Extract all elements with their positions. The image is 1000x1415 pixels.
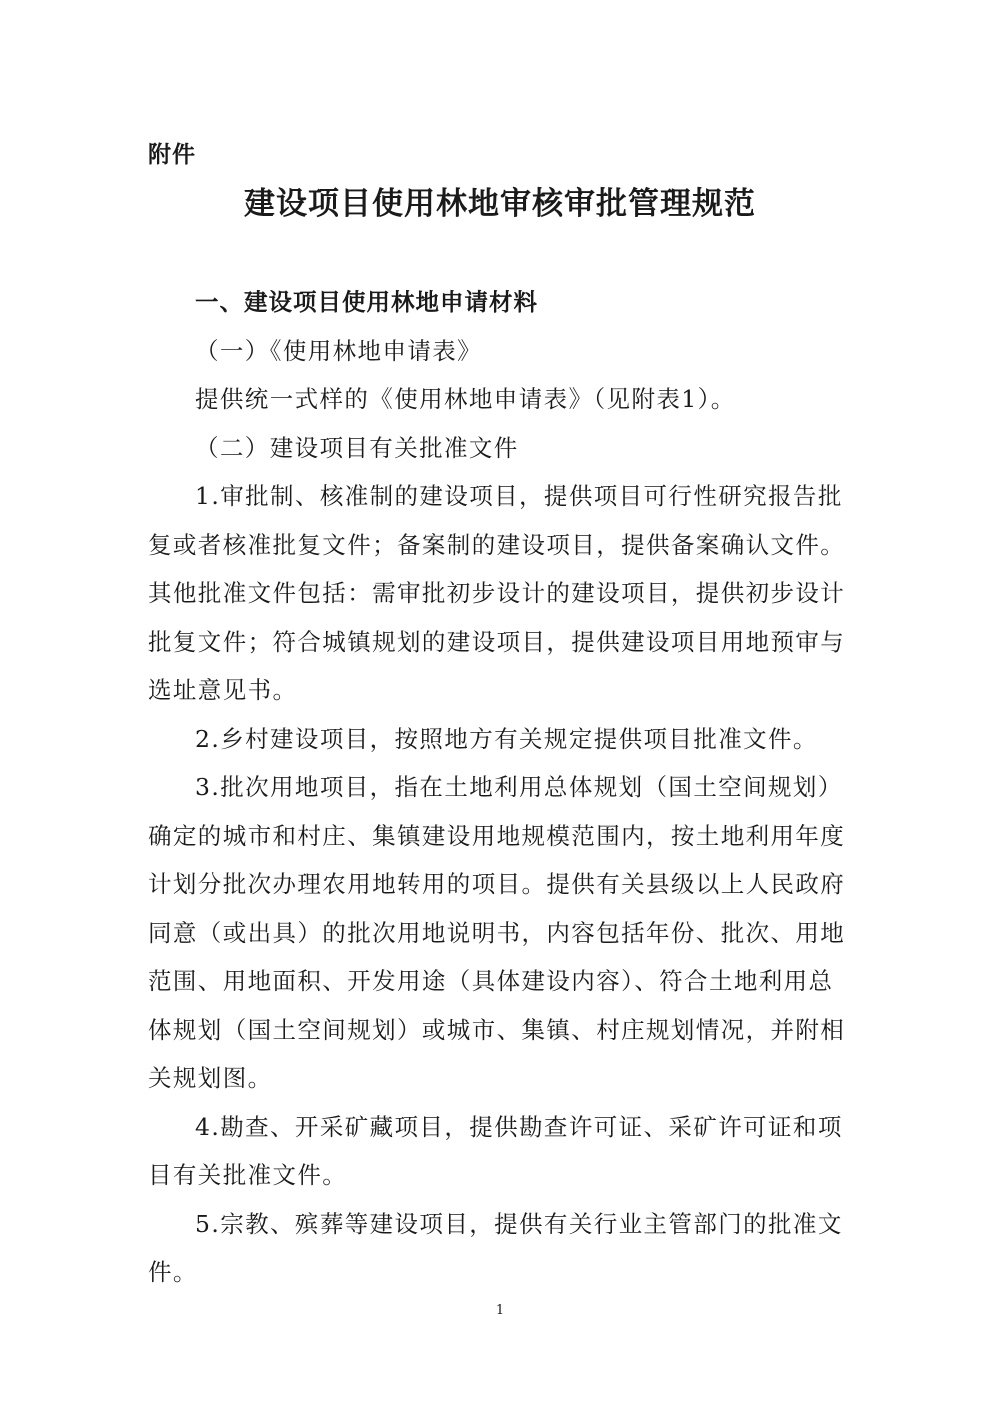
list-item: 3.批次用地项目，指在土地利用总体规划（国土空间规划）确定的城市和村庄、集镇建设用地规模范围内，按土地利用年度计划分批次办理农用地转用的项目。提供有关县级以上人民政府同意（或出具）的批次用地说明书，内容包括年份、批次、用地范围、用地面积、开发用途（具体建设内容）、符合土地利用总体规划（国土空间规划）或城市、集镇、村庄规划情况，并附相关规划图。: [148, 773, 846, 1092]
list-item: 4.勘查、开采矿藏项目，提供勘查许可证、采矿许可证和项目有关批准文件。: [148, 1112, 843, 1189]
subsection-heading: （一）《使用林地申请表》: [195, 336, 483, 365]
subsection-heading: （二）建设项目有关批准文件: [195, 433, 519, 462]
paragraph: 提供统一式样的《使用林地申请表》（见附表1）。: [195, 385, 736, 413]
attachment-label: 附件: [148, 142, 196, 168]
section-heading: 一、建设项目使用林地申请材料: [195, 288, 538, 316]
document-title: 建设项目使用林地审核审批管理规范: [244, 186, 756, 222]
page-number: 1: [495, 1303, 505, 1318]
list-item: 5.宗教、殡葬等建设项目，提供有关行业主管部门的批准文件。: [148, 1209, 843, 1286]
list-item: 1.审批制、核准制的建设项目，提供项目可行性研究报告批复或者核准批复文件；备案制的建设项目，提供备案确认文件。其他批准文件包括：需审批初步设计的建设项目，提供初步设计批复文件；符合城镇规划的建设项目，提供建设项目用地预审与选址意见书。: [148, 482, 846, 704]
document-body: [148, 278, 848, 1297]
list-item: 2.乡村建设项目，按照地方有关规定提供项目批准文件。: [195, 724, 818, 753]
